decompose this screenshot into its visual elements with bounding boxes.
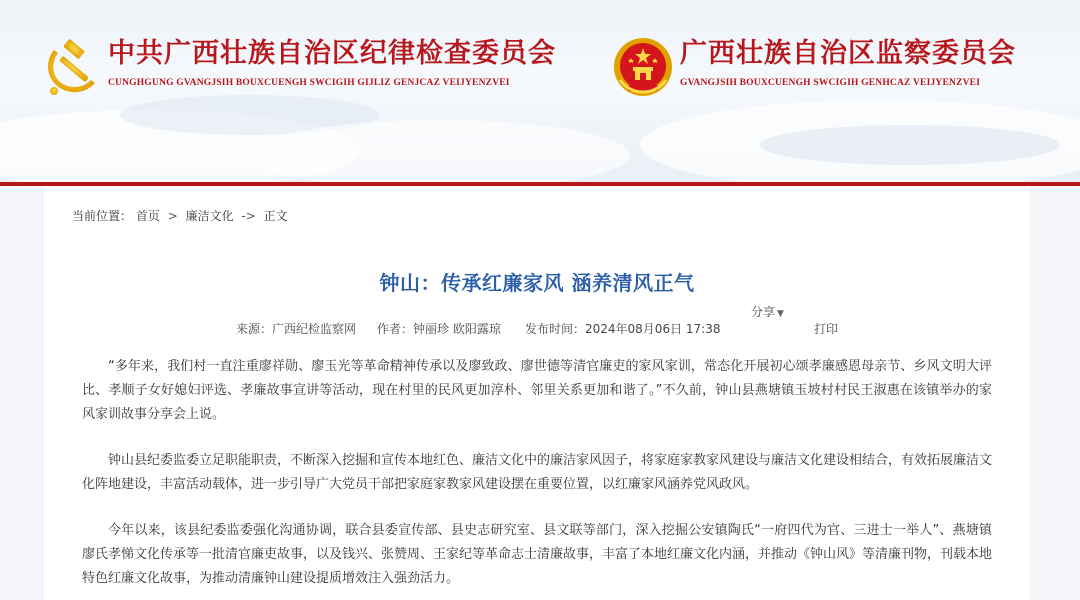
supervision-brand[interactable] <box>612 36 1016 98</box>
breadcrumb-separator: > <box>167 209 178 223</box>
breadcrumb-home-link[interactable]: 首页 <box>135 209 160 223</box>
article-title: 钟山：传承红廉家风 涵养清风正气 <box>379 271 695 295</box>
article-publish-time: 发布时间：2024年08月06日 17:38 <box>525 322 721 336</box>
cpc-discipline-title: 中共广西壮族自治区纪律检查委员会 <box>108 38 556 69</box>
cloud-decoration <box>760 125 1060 165</box>
breadcrumb-prefix: 当前位置： <box>72 209 133 223</box>
article-author: 作者：钟丽珍 欧阳露琼 <box>377 322 501 336</box>
site-header <box>0 0 1080 186</box>
breadcrumb <box>72 207 288 224</box>
supervision-subtitle: GVANGJSIH BOUXCUENGH SWCIGIH GENHCAZ VEIJYENZVEI <box>680 78 981 88</box>
national-emblem-icon <box>612 36 674 98</box>
share-button[interactable] <box>751 303 784 320</box>
cloud-decoration <box>250 120 630 186</box>
print-button[interactable]: 打印 <box>814 322 839 336</box>
share-label: 分享 <box>751 305 776 319</box>
header-divider <box>0 182 1080 186</box>
article-paragraph: 今年以来，该县纪委监委强化沟通协调，联合县委宣传部、县史志研究室、县文联等部门，深入挖掘公安镇陶氏“一府四代为官、三进士一举人”、燕塘镇廖氏孝悌文化传承等一批清官廉吏故事，以及钱兴、张赞周、王家纪等革命志士清廉故事，丰富了本地红廉文化内涵，并推动《钟山风》等清廉刊物，刊载本地特色红廉文化故事，为推动清廉钟山建设提质增效注入强劲活力。 <box>82 523 993 586</box>
party-emblem-icon <box>40 36 102 98</box>
article-paragraph: 钟山县纪委监委立足职能职责，不断深入挖掘和宣传本地红色、廉洁文化中的廉洁家风因子，将家庭家教家风建设与廉洁文化建设相结合，有效拓展廉洁文化阵地建设，丰富活动载体，进一步引导广大党员干部把家庭家教家风建设摆在重要位置，以红廉家风涵养党风政风。 <box>82 453 993 492</box>
breadcrumb-current: 正文 <box>263 209 288 223</box>
brand-text-left <box>108 36 556 88</box>
supervision-title: 广西壮族自治区监察委员会 <box>680 38 1016 69</box>
caret-down-icon: ▼ <box>777 309 784 319</box>
breadcrumb-arrow: -> <box>241 209 256 223</box>
breadcrumb-category-link[interactable]: 廉洁文化 <box>185 209 234 223</box>
article-panel <box>44 187 1030 600</box>
cpc-discipline-subtitle: CUNGHGUNG GVANGJSIH BOUXCUENGH SWCIGIH GIJLIZ GENJCAZ VEIJYENZVEI <box>108 78 510 88</box>
cpc-discipline-brand[interactable] <box>40 36 556 98</box>
article-body <box>82 355 992 600</box>
article-paragraph: “多年来，我们村一直注重廖祥勋、廖玉光等革命精神传承以及廖致政、廖世德等清官廉吏的家风家训，常态化开展初心颂孝廉感恩母亲节、乡风文明大评比、孝顺子女好媳妇评选、孝廉故事宣讲等活动，现在村里的民风更加淳朴、邻里关系更加和谐了。”不久前，钟山县燕塘镇玉坡村村民王淑惠在该镇举办的家风家训故事分享会上说。 <box>82 359 992 422</box>
brand-text-right <box>680 36 1016 88</box>
article-source: 来源：广西纪检监察网 <box>236 322 357 336</box>
